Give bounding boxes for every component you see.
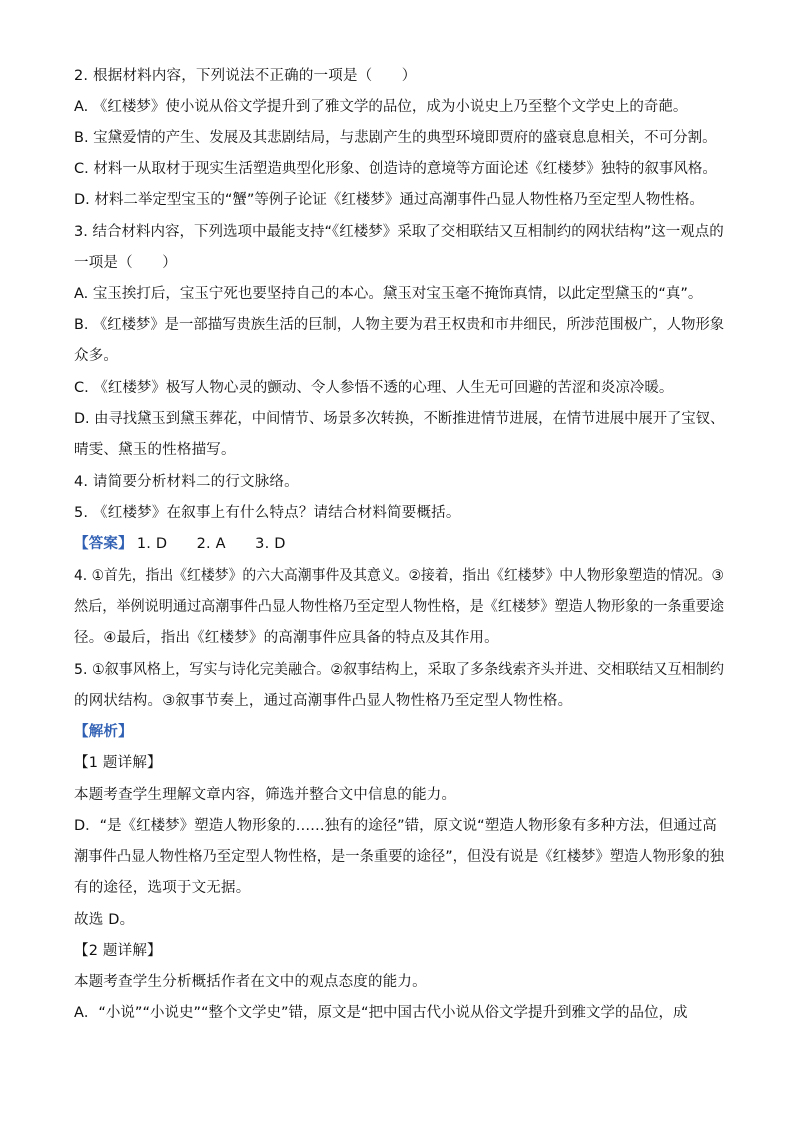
question-2-option-a: A. 《红楼梦》使小说从俗文学提升到了雅文学的品位，成为小说史上乃至整个文学史上的奇葩。 — [74, 99, 688, 115]
detail-1-line-3: 潮事件凸显人物性格乃至定型人物性格，是一条重要的途径”，但没有说是《红楼梦》塑造人物形象的独 — [74, 849, 724, 865]
question-3-option-d-line-1: D. 由寻找黛玉到黛玉葬花，中间情节、场景多次转换，不断推进情节进展，在情节进展中展开了宝钗、 — [74, 411, 725, 427]
answer-line — [74, 534, 724, 554]
question-3-option-b-line-2: 众多。 — [74, 348, 119, 364]
question-3-option-d-line-2: 晴雯、黛玉的性格描写。 — [74, 442, 236, 458]
question-2: 2. 根据材料内容，下列说法不正确的一项是（ ） — [74, 68, 417, 84]
question-5: 5. 《红楼梦》在叙事上有什么特点？请结合材料简要概括。 — [74, 505, 461, 521]
answer-choices: 1. D 2. A 3. D — [136, 536, 286, 552]
detail-1-line-4: 有的途径，选项于文无据。 — [74, 880, 251, 896]
question-2-option-c: C. 材料一从取材于现实生活塑造典型化形象、创造诗的意境等方面论述《红楼梦》独特的叙事风格。 — [74, 161, 717, 177]
detail-2-heading: 【2 题详解】 — [74, 943, 162, 959]
detail-2-line-1: 本题考查学生分析概括作者在文中的观点态度的能力。 — [74, 974, 427, 990]
answer-5-line-2: 的网状结构。③叙事节奏上，通过高潮事件凸显人物性格乃至定型人物性格。 — [74, 693, 573, 709]
answer-tag: 【答案】 — [74, 536, 133, 552]
answer-4-line-2: 然后，举例说明通过高潮事件凸显人物性格乃至定型人物性格，是《红楼梦》塑造人物形象的一条重要途 — [74, 599, 724, 615]
question-3-option-b-line-1: B. 《红楼梦》是一部描写贵族生活的巨制，人物主要为君王权贵和市井细民，所涉范围极广，人物形象 — [74, 317, 725, 333]
question-2-option-d: D. 材料二举定型宝玉的“蟹”等例子论证《红楼梦》通过高潮事件凸显人物性格乃至定型人物性格。 — [74, 192, 704, 208]
detail-1-line-1: 本题考查学生理解文章内容，筛选并整合文中信息的能力。 — [74, 787, 457, 803]
question-3-line-1: 3. 结合材料内容，下列选项中最能支持“《红楼梦》采取了交相联结又互相制约的网状结构”这一观点的 — [74, 224, 724, 240]
answer-4-line-3: 径。④最后，指出《红楼梦》的高潮事件应具备的特点及其作用。 — [74, 630, 499, 646]
detail-1-line-5: 故选 D。 — [74, 912, 135, 928]
detail-1-heading: 【1 题详解】 — [74, 755, 162, 771]
question-4: 4. 请简要分析材料二的行文脉络。 — [74, 474, 299, 490]
detail-2-line-2: A．“小说”“小说史”“整个文学史”错，原文是“把中国古代小说从俗文学提升到雅文学的品位，成 — [74, 1005, 688, 1021]
question-3-line-2: 一项是（ ） — [74, 255, 177, 271]
analysis-tag: 【解析】 — [74, 724, 133, 740]
detail-1-line-2: D．“是《红楼梦》塑造人物形象的……独有的途径”错，原文说“塑造人物形象有多种方法，但通过高 — [74, 818, 717, 834]
answer-4-line-1: 4. ①首先，指出《红楼梦》的六大高潮事件及其意义。②接着，指出《红楼梦》中人物形象塑造的情况。③ — [74, 568, 724, 584]
answer-5-line-1: 5. ①叙事风格上，写实与诗化完美融合。②叙事结构上，采取了多条线索齐头并进、交相联结又互相制约 — [74, 662, 724, 678]
question-3-option-c: C. 《红楼梦》极写人物心灵的颤动、令人参悟不透的心理、人生无可回避的苦涩和炎凉冷暖。 — [74, 380, 674, 396]
question-2-option-b: B. 宝黛爱情的产生、发展及其悲剧结局，与悲剧产生的典型环境即贾府的盛衰息息相关，不可分割。 — [74, 130, 717, 146]
question-3-option-a: A. 宝玉挨打后，宝玉宁死也要坚持自己的本心。黛玉对宝玉毫不掩饰真情，以此定型黛玉的“真”。 — [74, 286, 703, 302]
